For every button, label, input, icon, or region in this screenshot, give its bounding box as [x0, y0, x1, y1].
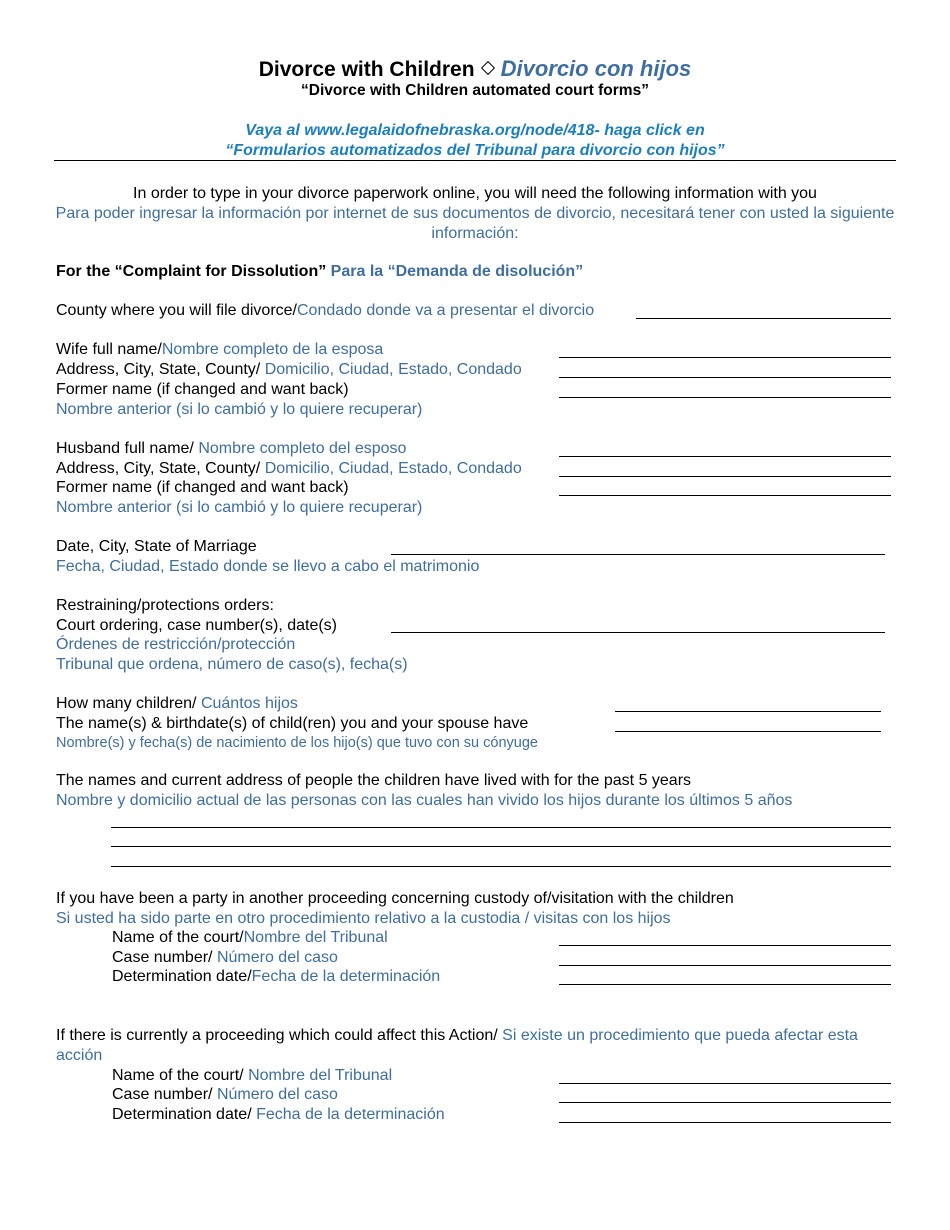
current-date-spanish: Fecha de la determinación	[256, 1106, 445, 1123]
wife-name-label	[56, 340, 383, 360]
marriage-label: Date, City, State of Marriage	[56, 538, 257, 555]
current-court-english: Name of the court/	[112, 1067, 249, 1084]
wife-former-name-field[interactable]	[559, 397, 891, 398]
custody-label-spanish: Si usted ha sido parte en otro procedimiento relativo a la custodia / visitas con los hijos	[56, 910, 671, 927]
marriage-label-spanish: Fecha, Ciudad, Estado donde se llevo a cabo el matrimonio	[56, 558, 480, 575]
custody-date-spanish: Fecha de la determinación	[251, 968, 441, 985]
county-label	[56, 301, 594, 321]
current-proceeding-label	[56, 1026, 896, 1066]
husband-name-field[interactable]	[559, 456, 891, 457]
custody-date-english: Determination date/	[112, 968, 252, 985]
current-case-spanish: Número del caso	[216, 1086, 338, 1103]
lived-with-label: The names and current address of people the children have lived with for the past 5 years	[56, 772, 692, 789]
custody-court-field[interactable]	[559, 945, 891, 946]
wife-address-english: Address, City, State, County/	[56, 361, 265, 378]
marriage-field[interactable]	[391, 554, 885, 555]
husband-address-field[interactable]	[559, 476, 891, 477]
custody-case-field[interactable]	[559, 965, 891, 966]
court-ordering-label: Court ordering, case number(s), date(s)	[56, 617, 337, 634]
website-instructions: Vaya al www.legalaidofnebraska.org/node/418- haga click en “Formularios automatizados del Tribunal para divorcio con hijos”	[225, 122, 725, 159]
husband-former-name-field[interactable]	[559, 495, 891, 496]
wife-address-label	[56, 360, 522, 380]
county-field[interactable]	[636, 318, 891, 319]
children-count-spanish: Cuántos hijos	[200, 695, 298, 712]
lived-with-label-spanish: Nombre y domicilio actual de las personas con las cuales han vivido los hijos durante los últimos 5 años	[56, 792, 793, 809]
husband-address-spanish: Domicilio, Ciudad, Estado, Condado	[264, 460, 522, 477]
husband-former-name-label: Former name (if changed and want back)	[56, 479, 349, 496]
children-count-field[interactable]	[615, 711, 881, 712]
husband-address-english: Address, City, State, County/	[56, 460, 265, 477]
custody-case-spanish: Número del caso	[216, 949, 338, 966]
children-names-label: The name(s) & birthdate(s) of child(ren) you and your spouse have	[56, 715, 529, 732]
current-proceeding-english: If there is currently a proceeding which could affect this Action/	[56, 1027, 503, 1044]
husband-name-spanish: Nombre completo del esposo	[198, 440, 407, 457]
section-heading-spanish: Para la “Demanda de disolución”	[330, 263, 584, 280]
current-case-english: Case number/	[112, 1086, 217, 1103]
current-date-field[interactable]	[559, 1122, 891, 1123]
wife-name-spanish: Nombre completo de la esposa	[161, 341, 384, 358]
husband-former-name-label-spanish: Nombre anterior (si lo cambió y lo quiere recuperar)	[56, 499, 423, 516]
custody-date-field[interactable]	[559, 984, 891, 985]
section-heading	[56, 262, 583, 282]
current-case-field[interactable]	[559, 1102, 891, 1103]
title-spanish: Divorcio con hijos	[500, 56, 692, 81]
current-proceeding-spanish: Si existe un procedimiento que pueda afectar esta acción	[56, 1027, 858, 1064]
custody-case-english: Case number/	[112, 949, 217, 966]
county-label-spanish: Condado donde va a presentar el divorcio	[297, 302, 595, 319]
lived-with-field-1[interactable]	[111, 827, 891, 828]
custody-court-label	[112, 928, 388, 948]
wife-former-name-label: Former name (if changed and want back)	[56, 381, 349, 398]
custody-date-label	[112, 967, 440, 987]
header-divider	[54, 160, 896, 161]
wife-address-field[interactable]	[559, 377, 891, 378]
custody-court-spanish: Nombre del Tribunal	[243, 929, 388, 946]
county-label-english: County where you will file divorce/	[56, 302, 297, 319]
court-ordering-label-spanish: Tribunal que ordena, número de caso(s), fecha(s)	[56, 656, 408, 673]
intro-spanish: Para poder ingresar la información por internet de sus documentos de divorcio, necesitará tener con usted la siguiente información:	[55, 205, 895, 242]
wife-name-english: Wife full name/	[56, 341, 162, 358]
restraining-field[interactable]	[391, 632, 885, 633]
custody-case-label	[112, 948, 338, 968]
children-count-label	[56, 694, 298, 714]
title-english: Divorce with Children	[258, 58, 475, 81]
page-title	[0, 56, 950, 83]
lived-with-field-3[interactable]	[111, 866, 891, 867]
wife-former-name-label-spanish: Nombre anterior (si lo cambió y lo quiere recuperar)	[56, 401, 423, 418]
diamond-icon	[481, 61, 495, 75]
custody-court-english: Name of the court/	[112, 929, 244, 946]
children-names-field[interactable]	[615, 731, 881, 732]
restraining-label-spanish: Órdenes de restricción/protección	[56, 636, 296, 653]
restraining-label: Restraining/protections orders:	[56, 597, 274, 614]
wife-address-spanish: Domicilio, Ciudad, Estado, Condado	[264, 361, 522, 378]
current-court-field[interactable]	[559, 1083, 891, 1084]
husband-address-label	[56, 459, 522, 479]
page-subtitle: “Divorce with Children automated court forms”	[301, 82, 649, 99]
current-court-spanish: Nombre del Tribunal	[248, 1067, 393, 1084]
current-case-label	[112, 1085, 338, 1105]
current-date-label	[112, 1105, 445, 1125]
current-court-label	[112, 1066, 392, 1086]
section-heading-english: For the “Complaint for Dissolution”	[56, 263, 327, 280]
custody-label: If you have been a party in another proceeding concerning custody of/visitation with the children	[56, 890, 734, 907]
wife-name-field[interactable]	[559, 357, 891, 358]
children-count-english: How many children/	[56, 695, 201, 712]
children-names-label-spanish: Nombre(s) y fecha(s) de nacimiento de los hijo(s) que tuvo con su cónyuge	[56, 735, 538, 751]
husband-name-english: Husband full name/	[56, 440, 199, 457]
lived-with-field-2[interactable]	[111, 846, 891, 847]
current-date-english: Determination date/	[112, 1106, 257, 1123]
husband-name-label	[56, 439, 406, 459]
intro-english: In order to type in your divorce paperwork online, you will need the following information with you	[133, 185, 817, 202]
